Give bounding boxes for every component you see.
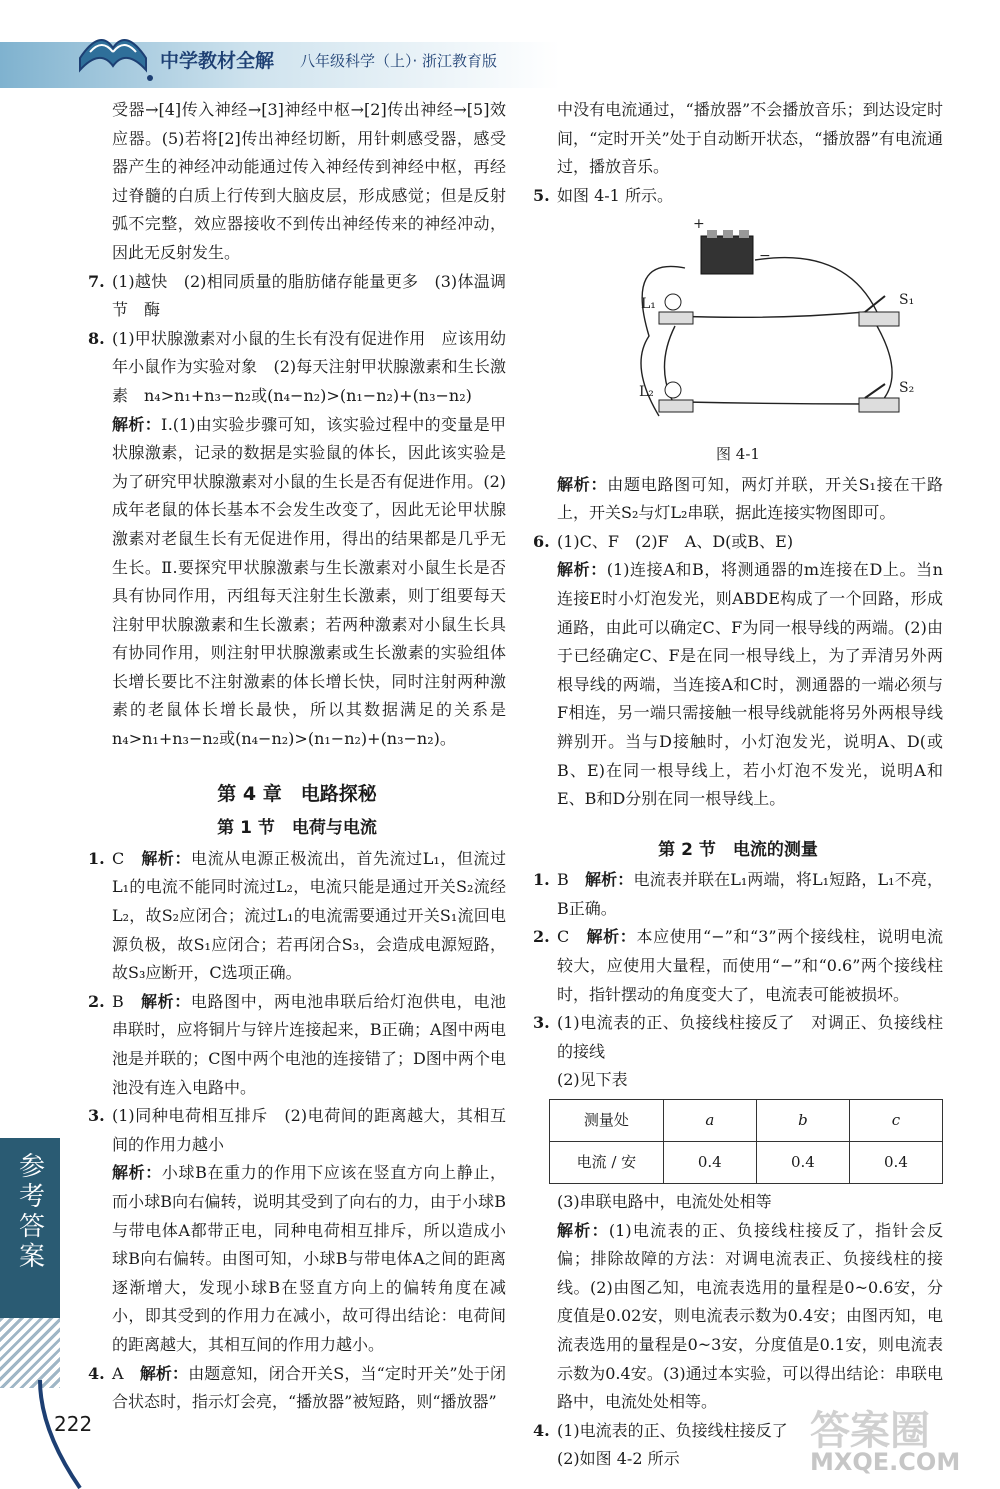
answer-number: 3. <box>88 1106 105 1126</box>
lamp-l1-icon <box>659 294 693 324</box>
book-logo-icon <box>70 8 156 88</box>
answer-number: 2. <box>533 927 550 947</box>
answer-choice: C <box>557 927 587 947</box>
lamp-l2-label: L₂ <box>639 384 654 401</box>
explanation <box>533 556 943 813</box>
answer-choice: B <box>557 870 586 890</box>
answer-text: (1)电流表的正、负接线柱接反了 对调正、负接线柱的接线 <box>557 1013 943 1061</box>
explanation <box>88 411 506 754</box>
answer-number: 7. <box>88 271 105 291</box>
answer-number: 8. <box>88 328 105 348</box>
book-subtitle: 八年级科学（上）· 浙江教育版 <box>300 52 498 70</box>
explanation-text: 电流表并联在L₁两端，将L₁短路，L₁不亮，B正确。 <box>557 870 943 918</box>
answer-number: 1. <box>533 870 550 890</box>
switch-s1-icon <box>859 296 899 326</box>
book-title: 中学教材全解 <box>160 50 275 72</box>
circuit-figure <box>615 216 915 436</box>
measurement-table <box>549 1099 943 1184</box>
explanation-label: 解析： <box>112 1163 162 1183</box>
answer-text: 如图 4-1 所示。 <box>557 185 673 205</box>
answer-number: 3. <box>533 1013 550 1033</box>
switch-s1-label: S₁ <box>899 292 915 309</box>
answer-number: 2. <box>88 991 105 1011</box>
wire <box>755 258 877 312</box>
figure-caption: 图 4-1 <box>716 444 760 463</box>
answer-continuation: 中没有电流通过，“播放器”不会播放音乐；到达设定时间，“定时开关”处于自动断开状态，“播放器”有电流通过，播放音乐。 <box>557 100 943 177</box>
svg-text:答案圈: 答案圈 <box>810 1408 930 1454</box>
table-row <box>550 1142 943 1184</box>
lamp-l2-icon <box>659 382 693 412</box>
answer-subpart: (2)见下表 <box>557 1070 628 1090</box>
explanation-text: 电路图中，两电池串联后给灯泡供电，电池串联时，应将铜片与锌片连接起来，B正确；A图中两电池是并联的；C图中两个电池的连接错了；D图中两个电池没有连入电路中。 <box>112 991 506 1097</box>
explanation-label: 解析： <box>586 927 637 947</box>
answer-3 <box>533 1009 943 1066</box>
watermark-site: MXQE.COM <box>810 1448 961 1476</box>
answer-number: 6. <box>533 531 550 551</box>
explanation <box>88 1159 506 1359</box>
answer-text: (1)同种电荷相互排斥 (2)电荷间的距离越大，其相互间的作用力越小 <box>112 1106 506 1154</box>
answer-number: 5. <box>533 185 550 205</box>
negative-terminal-label: − <box>759 248 771 265</box>
answer-subpart: (3)串联电路中，电流处处相等 <box>557 1192 772 1212</box>
right-column <box>533 96 943 1474</box>
answer-2 <box>88 988 506 1102</box>
wire <box>877 326 892 402</box>
answer-subpart: (2)如图 4-2 所示 <box>557 1449 680 1469</box>
answer-text: (1)甲状腺激素对小鼠的生长有没有促进作用 应该用幼年小鼠作为实验对象 (2)每天注射甲状腺激素和生长激素 n₄>n₁+n₃−n₂或(n₄−n₂)>(n₁−n₂)+(n₃−n₂) <box>112 328 506 405</box>
wire <box>685 402 865 404</box>
table-header-cell: b <box>756 1100 849 1142</box>
table-row <box>550 1100 943 1142</box>
side-tab-label: 参考答案 <box>14 1152 45 1272</box>
answer-1 <box>88 845 506 988</box>
positive-terminal-label: + <box>693 216 705 233</box>
switch-s2-label: S₂ <box>899 380 915 397</box>
chapter-title: 第 4 章 电路探秘 <box>217 782 377 805</box>
explanation-text: 小球B在重力的作用下应该在竖直方向上静止，而小球B向右偏转，说明其受到了向右的力，由于小球B与带电体A都带正电，同种电荷相互排斥，所以造成小球B向右偏转。由图可知，小球B与带电体A之间的距离逐渐增大，发现小球B在竖直方向上的偏转角度在减小，即其受到的作用力在减小，故可得出结论：电荷间的距离越大，其相互间的作用力越小。 <box>112 1163 506 1354</box>
answer-2 <box>533 923 943 1009</box>
explanation-text: (1)电流表的正、负接线柱接反了，指针会反偏；排除故障的方法：对调电流表正、负接线柱的接线。(2)由图乙知，电流表选用的量程是0~0.6安，分度值是0.02安，则电流表示数为0.4安；由图丙知，电流表选用的量程是0~3安，分度值是0.1安，则电流表示数为0.4安。(3)通过本实验，可以得出结论：串联电路中，电流处处相等。 <box>557 1220 943 1412</box>
explanation <box>533 471 943 528</box>
explanation-label: 解析： <box>557 1220 609 1240</box>
section-title: 第 2 节 电流的测量 <box>658 839 818 860</box>
explanation-text: Ⅰ.(1)由实验步骤可知，该实验过程中的变量是甲状腺激素，记录的数据是实验鼠的体长，因此该实验是为了研究甲状腺激素对小鼠的生长是否有促进作用。(2)成年老鼠的体长基本不会发生改变了，因此无论甲状腺激素对老鼠生长有无促进作用，得出的结果都是几乎无生长。Ⅱ.要探究甲状腺激素与生长激素对小鼠生长是否具有协同作用，丙组每天注射生长激素，则丁组要每天注射甲状腺激素和生长激素；若两种激素对小鼠生长具有协同作用，则注射甲状腺激素或生长激素的实验组体长增长要比不注射激素的体长增长快，同时注射两种激素的老鼠体长增长最快，所以其数据满足的关系是n₄>n₁+n₃−n₂或(n₄−n₂)>(n₁−n₂)+(n₃−n₂)。 <box>112 414 506 749</box>
explanation <box>533 1217 943 1417</box>
explanation-label: 解析： <box>141 848 192 868</box>
explanation-label: 解析： <box>585 870 634 890</box>
answer-number: 4. <box>88 1363 105 1383</box>
answer-choice: C <box>112 848 142 868</box>
table-header-cell: c <box>849 1100 942 1142</box>
battery-icon <box>701 230 753 274</box>
page-number: 222 <box>54 1412 93 1436</box>
answer-6 <box>533 528 943 557</box>
explanation-text: 由题电路图可知，两灯并联，开关S₁接在干路上，开关S₂与灯L₂串联，据此连接实物图即可。 <box>557 474 943 523</box>
answer-5 <box>533 182 943 211</box>
table-cell: 0.4 <box>756 1142 849 1184</box>
table-header-cell: a <box>663 1100 756 1142</box>
lamp-l1-label: L₁ <box>641 296 656 313</box>
answer-number: 4. <box>533 1420 550 1440</box>
explanation-label: 解析： <box>141 991 191 1011</box>
explanation-label: 解析： <box>112 414 162 434</box>
side-tab <box>0 1138 60 1318</box>
answer-4 <box>88 1360 506 1417</box>
left-column <box>88 96 506 1417</box>
answer-continuation: 受器→[4]传入神经→[3]神经中枢→[2]传出神经→[5]效应器。(5)若将[2]传出神经切断，用针刺感受器，感受器产生的神经冲动能通过传入神经传到神经中枢，再经过脊髓的白质上行传到大脑皮层，形成感觉；但是反射弧不完整，效应器接收不到传出神经传来的神经冲动，因此无反射发生。 <box>112 100 506 262</box>
explanation-label: 解析： <box>139 1363 189 1383</box>
explanation-text: 电流从电源正极流出，首先流过L₁，但流过L₁的电流不能同时流过L₂，电流只能是通过开关S₂流经L₂，故S₂应闭合；流过L₁的电流需要通过开关S₁流回电源负极，故S₁应闭合；若再闭合S₃，会造成电源短路，故S₃应断开，C选项正确。 <box>112 848 506 983</box>
answer-text: (1)越快 (2)相同质量的脂肪储存能量更多 (3)体温调节 酶 <box>112 271 506 320</box>
table-cell: 0.4 <box>849 1142 942 1184</box>
explanation-text: 本应使用“−”和“3”两个接线柱，说明电流较大，应使用大量程，而使用“−”和“0.6”两个接线柱时，指针摆动的角度变大了，电流表可能被损坏。 <box>557 927 943 1004</box>
answer-text: (1)电流表的正、负接线柱接反了 <box>557 1420 788 1440</box>
answer-number: 1. <box>88 848 105 868</box>
answer-choice: A <box>112 1363 140 1383</box>
explanation-label: 解析： <box>557 474 608 494</box>
explanation-text: (1)连接A和B，将测通器的m连接在D上。当n连接E时小灯泡发光，则ABDE构成了一个回路，形成通路，由此可以确定C、F为同一根导线的两端。(2)由于已经确定C、F是在同一根导线上，为了弄清另外两根导线的两端，当连接A和C时，测通器的一端必须与F相连，另一端只需接触一根导线就能将另外两根导线辨别开。当与D接触时，小灯泡发光，说明A、D(或B、E)在同一根导线上，若小灯泡不发光，说明A和E、B和D分别在同一根导线上。 <box>557 560 943 809</box>
answer-7 <box>88 268 506 325</box>
switch-s2-icon <box>859 384 899 412</box>
answer-text: (1)C、F (2)F A、D(或B、E) <box>557 531 794 551</box>
table-cell: 电流 / 安 <box>550 1142 664 1184</box>
explanation-label: 解析： <box>557 560 607 580</box>
table-header-cell: 测量处 <box>550 1100 664 1142</box>
answer-3 <box>88 1102 506 1159</box>
answer-8 <box>88 325 506 411</box>
table-cell: 0.4 <box>663 1142 756 1184</box>
explanation-text: 由题意知，闭合开关S，当“定时开关”处于闭合状态时，指示灯会亮，“播放器”被短路，则“播放器” <box>112 1363 506 1412</box>
page-header <box>0 0 1000 96</box>
section-title: 第 1 节 电荷与电流 <box>217 818 377 839</box>
answer-choice: B <box>112 991 141 1011</box>
wire <box>675 312 865 317</box>
answer-1 <box>533 866 943 923</box>
